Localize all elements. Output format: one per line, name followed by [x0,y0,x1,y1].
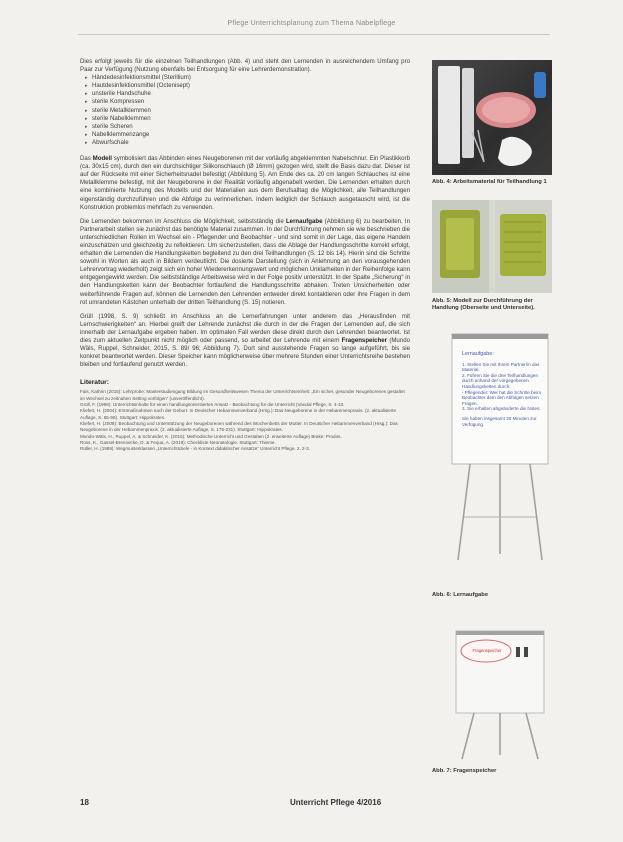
list-item: ▸ Abwurfschale [86,139,410,147]
list-item: ▸ sterile Scheren [86,123,410,131]
list-item: ▸ unsterile Handschuhe [86,90,410,98]
list-item: ▸ Nabelklemmenzange [86,131,410,139]
flipchart-item: 2. Führen Sie die drei Teilhandlungen durch anhand der vorgegebenen Handlungsketten durch. [462,372,539,389]
header-rule [78,34,550,35]
figure-6-caption: Abb. 6: Lernaufgabe [432,592,489,598]
green-basket-bottom [500,214,546,276]
running-header: Pflege Unterrichtsplanung zum Thema Nabelpflege [227,20,396,27]
material-photo-illustration [432,60,552,175]
list-item: ▸ Hautdesinfektionsmittel (Octenisept) [86,82,410,90]
literature-entry: Grüll, F. (1998): Unterrichtsinhalte für einen handlungsorientierten Ansatz - Beobachtung für die Unterricht (Vandal Pflege, S. 4-10. [80,402,345,408]
materials-list [86,74,410,147]
bold-term: Fragenspeicher [341,337,387,344]
magazine-name: Unterricht Pflege 4/2016 [290,798,382,807]
gloves-shape [498,137,532,166]
paragraph-gruell: Grüll (1998, S. 9) schließt im Anschluss an die Lernerfahrungen unter anderem das „Herausfinden mit Lernschwierigkeiten“ an. Hierbei greift der Lehrende zunächst die durch in der die Fragen der Lernenden auf, die sich innerhalb der Lernaufgabe ergeben haben. Im optimalen Fall werden diese direkt durch den Lehrenden beantwortet. Ist dies zum aktuellen Zeitpunkt nicht möglich oder passend, so arbeitet der Lehrende mit einem Fragenspeicher (Mundo Wäls, Ruppel, Schneider, 2015, S. 89/ 96; Abbildung 7). Dort sind ausstehende Fragen so lange aufgeführt, bis sie konkret beantwortet werden. Dieser Speicher kann möglicherweise über mehrere Stunden einer Unterrichtsreihe bestehen bleiben und fortlaufend genutzt werden. [80,312,410,369]
list-item: ▸ sterile Metallklemmen [86,107,410,115]
model-photos-illustration [432,200,552,293]
list-item: ▸ sterile Nabelklemmen [86,115,410,123]
bold-term: Lernaufgabe [285,217,323,225]
flipchart-item: 1. Stellen Sie mit Ihrem Partner/in das Material. [462,361,540,373]
figure-5-caption: Abb. 5: Modell zur Durchführung der Handlung (Oberseite und Unterseite). [432,298,535,311]
literature-entry: Ross, K., Gassel-Brennecke, D. & Fequa, A. (2019): Checkliste Neonatologie. Stuttgart: Thieme. [80,439,276,445]
figure-4-caption: Abb. 4: Arbeitsmaterial für Teilhandlung 1 [432,179,547,185]
list-item: ▸ Händedesinfektionsmittel (Sterillium) [86,74,410,82]
literature-entry: Rüller, H. (1989): Wegmusterklassen „Unterrichtsziele - in Kontext didaktischer Ansätze“ Unterricht Pflege. 2. 2-3. [80,446,310,452]
flipchart-footer-note: Sie haben insgesamt 30 Minuten zur Verfügung. [462,415,537,427]
material-photo [432,60,552,175]
sterile-pack-shape [438,66,460,164]
bold-term: Modell [92,155,112,163]
flipchart-item: 3. Sie erhalten abgeänderte die Notes. [462,406,541,412]
flipchart-title: Lernaufgabe: [462,351,494,357]
marker-icon [524,647,528,657]
marker-icon [516,647,520,657]
flipchart-lernaufgabe [450,332,550,564]
literature-entry: Fais, Kathrin (2015): Lehrprobe: Masterstudiengang Bildung im Gesundheitswesen Thema der Unterrichtseinheit: „Ein sicher, gesunder Neugeborenes gestaltet im Wechsel zu zeitnahen Setting vorfolgen“ (unveröffentlicht). [80,389,405,401]
literature-heading: Literatur: [80,379,109,387]
flipchart-text [462,352,542,427]
intro-paragraph: Dies erfolgt jeweils für die einzelnen Teilhandlungen (Abb. 4) und steht den Lernenden in ausreichendem Umfang pro Paar zur Verfügung (Nutzung ebenfalls bei Entsorgung für eine Lehrerdemonstration). [80,58,410,74]
model-photos [432,200,552,293]
flipchart-fragenspeicher [450,627,550,762]
list-item: ▸ sterile Kompressen [86,98,410,106]
literature-list [80,389,410,452]
page-number: 18 [80,798,89,807]
compress-pack-shape [462,68,474,158]
flipchart-item: - Pflegender: Wer hat die Schritte beim Beobachter dem den Abfolgen setzen Fragen. [462,389,542,406]
main-text-column [80,58,410,452]
paragraph-modell: Das Modell symbolisiert das Abbinden eines Neugeborenen mit der vorläufig abgeklemmten Nabelschnur. Ein Plastikkorb (ca. 30x15 cm), durch den ein durchsichtiger Silikonschlauch (Ø 16mm) gezogen wird, stellt die Basis dazu dar. Dieser ist auf der Rückseite mit einer Sicherheitsnadel befestigt (Abbildung 5). Am Ende des ca. 20 cm langen Schlauches ist eine Metallklemme befestigt, mit der Neugeborene in der Realität vorläufig abgenabelt werden. Die Lernenden erhalten durch eine kombinierte Nutzung des Modells und der Materialien aus dem Berufsalltag die Möglichkeit, alle Teilhandlungen eigenständig durchzuführen und die Abfolge zu verinnerlichen. Indem lediglich der Schlauch ausgetauscht wird, ist die Konstruktion problemlos mehrfach zu verwenden. [80,155,410,211]
speicher-label: Fragenspeicher [472,648,502,653]
kidney-dish-inner-shape [482,97,530,123]
literature-entry: Kliefert, H. (2004): Erstmaßnahmen nach der Geburt. In Deutscher Hebammenverband (Hrsg.): Das Neugeborene in der Hebammenpraxis. (2. aktualisierte Auflage, S. 65-96). Stuttgart: Hippokrates. [80,408,397,420]
basket-inner-top [446,218,474,270]
literature-entry: Mundo-Wäls, H., Ruppel, A. & Schneider, K. (2015): Methodische Unterricht und Gestalten (2. erweiterte Auflage) Brake: Prodos. [80,433,342,439]
literature-entry: Kliefert, H. (2008): Beobachtung und Unterstützung der Neugeborenen während des Wochenbetts der Mutter. In Deutscher Hebammenverband (Hrsg.): Das Neugeborene in der Hebammenpraxis. (2. aktualisierte Auflage, S. 175-231). Stuttgart: Hippokrates. [80,420,398,433]
disinfectant-bottle-shape [534,72,546,98]
paragraph-lernaufgabe: Die Lernenden bekommen im Anschluss die Möglichkeit, selbstständig die Lernaufgabe (Abbildung 6) zu bearbeiten. In Partnerarbeit stellen sie zunächst das benötigte Material zusammen. In der Durchführung nehmen sie wie beschrieben die unterschiedlichen Rollen im Wechsel ein - Pflegender und Beobachter - und sind somit in der Lage, das eigene Handeln einzuschätzen und gleichzeitig zu reflektieren. Um sicherzustellen, dass die Ablage der Handlungsschritte korrekt erfolgt, erhalten die Lernenden die Handlungsketten begleitend zu den drei Teilhandlungen (S. 12 bis 14). Hierin sind die Schritte sowohl in Worten als auch in Bildern verdeutlicht. Die dosierte Darstellung (sich in Anlehnung an den vorausgehenden Lehrervortrag wiederholt) zeigt sich ein hoher Wiedererkennungswert und möglichen Unklarheiten in der Reihenfolge kann entgegengewirkt werden. Die selbstständige Arbeitsweise wird in der Folge positiv unterstützt. In der Spalte „Sicherung“ in den Handlungsketten kann der Beobachter fortlaufend die Handlungsschritte abhaken. Treten Unsicherheiten oder weiterführende Fragen auf, können die Lernenden den Lehrenden entweder direkt kontaktieren oder ihre Fragen in dem rot umrandeten Kästchen unterhalb der dritten Teilhandlung (S. 15) notieren. [80,217,411,306]
figure-7-caption: Abb. 7: Fragenspeicher [432,768,497,774]
